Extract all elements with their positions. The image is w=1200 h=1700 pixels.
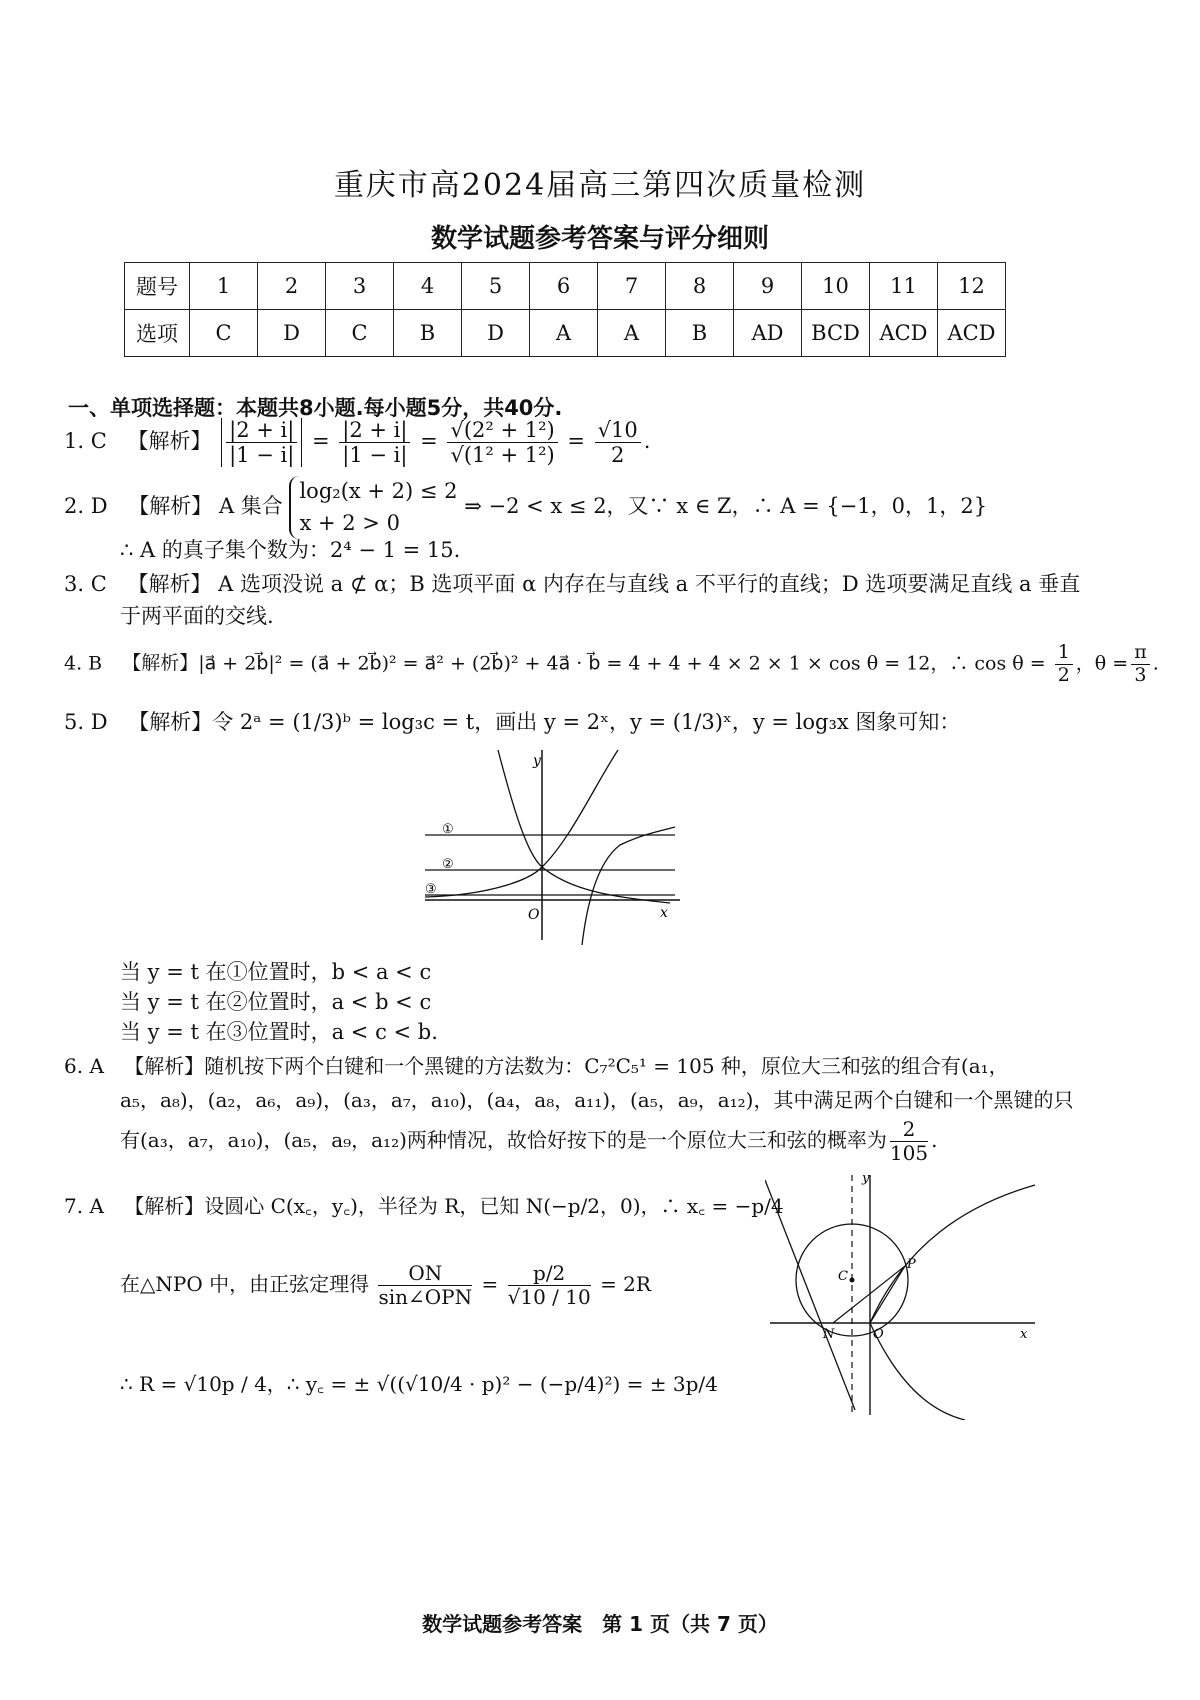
q6-line1: 随机按下两个白键和一个黑键的方法数为：C₇²C₅¹ = 105 种，原位大三和弦的组合有(a₁， bbox=[204, 1054, 1009, 1078]
curve-2-power-x bbox=[425, 750, 618, 897]
question-number-cell: 11 bbox=[870, 263, 938, 310]
denominator: 2 bbox=[611, 443, 625, 468]
marker-1: ① bbox=[442, 822, 454, 837]
question-number: 2. D bbox=[64, 494, 108, 518]
numerator: π bbox=[1131, 642, 1150, 665]
answer-cell: D bbox=[462, 310, 530, 357]
row-label: 选项 bbox=[125, 310, 190, 357]
denominator: |1 − i| bbox=[342, 443, 408, 468]
answer-cell: AD bbox=[734, 310, 802, 357]
answer-cell: C bbox=[326, 310, 394, 357]
question-5 bbox=[64, 706, 960, 736]
answer-table-number-row bbox=[125, 263, 1006, 310]
q5-graph bbox=[420, 745, 690, 945]
q5-case1: 当 y = t 在①位置时，b < a < c bbox=[120, 960, 432, 984]
question-number: 4. B bbox=[64, 652, 103, 675]
answer-cell: A bbox=[598, 310, 666, 357]
q5-case2: 当 y = t 在②位置时，a < b < c bbox=[120, 990, 432, 1014]
q7-tail: = 2R bbox=[600, 1272, 651, 1296]
question-number-cell: 9 bbox=[734, 263, 802, 310]
question-number-cell: 6 bbox=[530, 263, 598, 310]
question-number: 7. A bbox=[64, 1194, 104, 1218]
question-number: 5. D bbox=[64, 710, 108, 734]
question-4: 4. B 【解析】|a⃗ + 2b⃗|² = (a⃗ + 2b⃗)² = a⃗² + (2b⃗)² + 4a⃗ · b⃗ = 4 + 4 + 4 × 2 × 1 × cos θ = 12，∴ cos θ = $\frac{1}{2}$ ，θ = $\frac{\pi}{3}$ . bbox=[64, 641, 1159, 686]
question-number-cell: 5 bbox=[462, 263, 530, 310]
system-line: log₂(x + 2) ≤ 2 bbox=[299, 479, 458, 503]
q2-lead: A 集合 bbox=[218, 494, 283, 518]
analysis-tag: 【解析】 bbox=[124, 1054, 205, 1078]
parabola bbox=[870, 1185, 1035, 1420]
origin-label: O bbox=[873, 1327, 884, 1342]
fraction bbox=[339, 418, 410, 467]
section-heading: 一、单项选择题：本题共8小题.每小题5分，共40分. bbox=[68, 396, 563, 420]
answer-cell: B bbox=[394, 310, 462, 357]
question-number-cell: 8 bbox=[666, 263, 734, 310]
x-label: x bbox=[660, 905, 668, 921]
q6-line3-wrap: 有(a₃，a₇，a₁₀)，(a₅，a₉，a₁₂)两种情况，故恰好按下的是一个原位大三和弦的概率为 $\frac{2}{105}$ . bbox=[120, 1117, 938, 1165]
denominator: √(1² + 1²) bbox=[450, 443, 555, 468]
page-footer: 数学试题参考答案 第 1 页（共 7 页） bbox=[422, 1612, 778, 1636]
answer-cell: A bbox=[530, 310, 598, 357]
answer-cell: BCD bbox=[802, 310, 870, 357]
curve-one-third-power-x bbox=[498, 750, 670, 903]
numerator: |2 + i| bbox=[339, 418, 410, 443]
y-label: y bbox=[862, 1171, 870, 1186]
analysis-tag: 【解析】 bbox=[122, 652, 199, 675]
point-p-label: P bbox=[907, 1257, 916, 1272]
numerator: √10 bbox=[595, 418, 641, 443]
q3-line2: 于两平面的交线. bbox=[120, 604, 274, 628]
tangent-line bbox=[765, 1180, 855, 1410]
fraction bbox=[447, 418, 557, 467]
question-number: 3. C bbox=[64, 572, 107, 596]
q7-line3: ∴ R = √10p / 4，∴ y꜀ = ± √((√10/4 · p)² − (−p/4)²) = ± 3p/4 bbox=[120, 1372, 718, 1396]
numerator: p/2 bbox=[508, 1262, 591, 1286]
answer-cell: B bbox=[666, 310, 734, 357]
point-n-label: N bbox=[823, 1327, 835, 1342]
denominator: 2 bbox=[1057, 663, 1070, 686]
page-subtitle: 数学试题参考答案与评分细则 bbox=[430, 224, 769, 254]
denominator: 3 bbox=[1134, 663, 1147, 686]
question-number-cell: 12 bbox=[938, 263, 1006, 310]
q3-line1: A 选项没说 a ⊄ α；B 选项平面 α 内存在与直线 a 不平行的直线；D 选项要满足直线 a 垂直 bbox=[218, 572, 1081, 596]
question-number-cell: 1 bbox=[190, 263, 258, 310]
numerator: 1 bbox=[1055, 642, 1073, 665]
answer-cell: C bbox=[190, 310, 258, 357]
q2-rest: ⇒ −2 < x ≤ 2，又∵ x ∈ Z，∴ A = {−1，0，1，2} bbox=[464, 494, 988, 518]
denominator: √10 / 10 bbox=[507, 1285, 591, 1309]
question-7 bbox=[64, 1190, 784, 1219]
fraction bbox=[508, 1262, 591, 1309]
inequality-system bbox=[289, 476, 457, 539]
question-6 bbox=[64, 1050, 1009, 1079]
q7-line2: 在△NPO 中，由正弦定理得 bbox=[120, 1272, 370, 1296]
analysis-tag: 【解析】 bbox=[127, 572, 212, 596]
question-number-cell: 4 bbox=[394, 263, 462, 310]
origin-label: O bbox=[528, 907, 540, 923]
q6-line2: a₅，a₈)，(a₂，a₆，a₉)，(a₃，a₇，a₁₀)，(a₄，a₈，a₁₁)，(a₅，a₉，a₁₂)，其中满足两个白键和一个黑键的只 bbox=[120, 1088, 1074, 1112]
question-number-cell: 2 bbox=[258, 263, 326, 310]
question-number: 6. A bbox=[64, 1054, 104, 1078]
q7-graph bbox=[765, 1170, 1045, 1420]
marker-2: ② bbox=[442, 857, 454, 872]
answer-cell: ACD bbox=[870, 310, 938, 357]
question-3 bbox=[64, 568, 1080, 598]
q4-text: |a⃗ + 2b⃗|² = (a⃗ + 2b⃗)² = a⃗² + (2b⃗)² + 4a⃗ · b⃗ = 4 + 4 + 4 × 2 × 1 × cos θ = 12，∴ cos θ = bbox=[198, 652, 1046, 675]
system-line: x + 2 > 0 bbox=[299, 510, 400, 535]
denominator: 105 bbox=[889, 1141, 929, 1165]
fraction bbox=[378, 1262, 472, 1309]
fraction bbox=[1055, 642, 1073, 687]
question-2 bbox=[64, 476, 987, 539]
question-number-cell: 10 bbox=[802, 263, 870, 310]
curve-log3-x bbox=[582, 827, 675, 945]
fraction bbox=[890, 1118, 928, 1165]
q4-mid: ，θ = bbox=[1075, 652, 1129, 675]
numerator: 2 bbox=[890, 1118, 928, 1142]
segment-op bbox=[870, 1266, 905, 1323]
q6-line3: 有(a₃，a₇，a₁₀)，(a₅，a₉，a₁₂)两种情况，故恰好按下的是一个原位大三和弦的概率为 bbox=[120, 1128, 887, 1152]
fraction bbox=[221, 418, 302, 467]
marker-3: ③ bbox=[425, 882, 437, 897]
analysis-tag: 【解析】 bbox=[124, 1194, 205, 1218]
answer-cell: ACD bbox=[938, 310, 1006, 357]
y-label: y bbox=[533, 753, 541, 769]
q7-line2-wrap: 在△NPO 中，由正弦定理得 $\frac{ON}{\text{sin∠OPN}}$ = $\frac{p/2}{√10 / 10}$ = 2R bbox=[120, 1261, 651, 1309]
answer-cell: D bbox=[258, 310, 326, 357]
numerator: |2 + i| bbox=[226, 418, 297, 443]
numerator: ON bbox=[378, 1262, 472, 1286]
numerator: √(2² + 1²) bbox=[447, 418, 557, 443]
page-title: 重庆市高2024届高三第四次质量检测 bbox=[333, 168, 867, 203]
analysis-tag: 【解析】 bbox=[128, 710, 213, 734]
x-label: x bbox=[1020, 1327, 1028, 1342]
question-1: 1. C 【解析】 $\frac{|2 + i|}{|1 - i|}$ = $\frac{|2 + i|}{|1 - i|}$ = $\frac{\text{√(2² + 1²)}}{\text{√(1² + 1²)}}$ = $\frac{√10}{2}$ . bbox=[64, 418, 651, 468]
answer-table bbox=[124, 262, 1006, 357]
denominator: |1 − i| bbox=[229, 443, 295, 468]
point-c-label: C bbox=[838, 1269, 848, 1284]
question-number: 1. C bbox=[64, 429, 107, 454]
analysis-tag: 【解析】 bbox=[127, 429, 212, 454]
q7-line1: 设圆心 C(x꜀，y꜀)，半径为 R，已知 N(−p/2，0)，∴ x꜀ = −p/4 bbox=[204, 1194, 784, 1218]
analysis-tag: 【解析】 bbox=[128, 494, 213, 518]
answer-table-answer-row bbox=[125, 310, 1006, 357]
q5-text: 令 2ᵃ = (1/3)ᵇ = log₃c = t，画出 y = 2ˣ，y = (1/3)ˣ，y = log₃x 图象可知： bbox=[212, 710, 961, 734]
q2-line2: ∴ A 的真子集个数为：2⁴ − 1 = 15. bbox=[120, 538, 461, 562]
question-number-cell: 3 bbox=[326, 263, 394, 310]
row-label: 题号 bbox=[125, 263, 190, 310]
fraction bbox=[1131, 642, 1150, 687]
center-point bbox=[850, 1278, 855, 1283]
question-number-cell: 7 bbox=[598, 263, 666, 310]
q5-case3: 当 y = t 在③位置时，a < c < b. bbox=[120, 1020, 438, 1044]
denominator: sin∠OPN bbox=[378, 1285, 473, 1309]
fraction bbox=[595, 418, 641, 467]
